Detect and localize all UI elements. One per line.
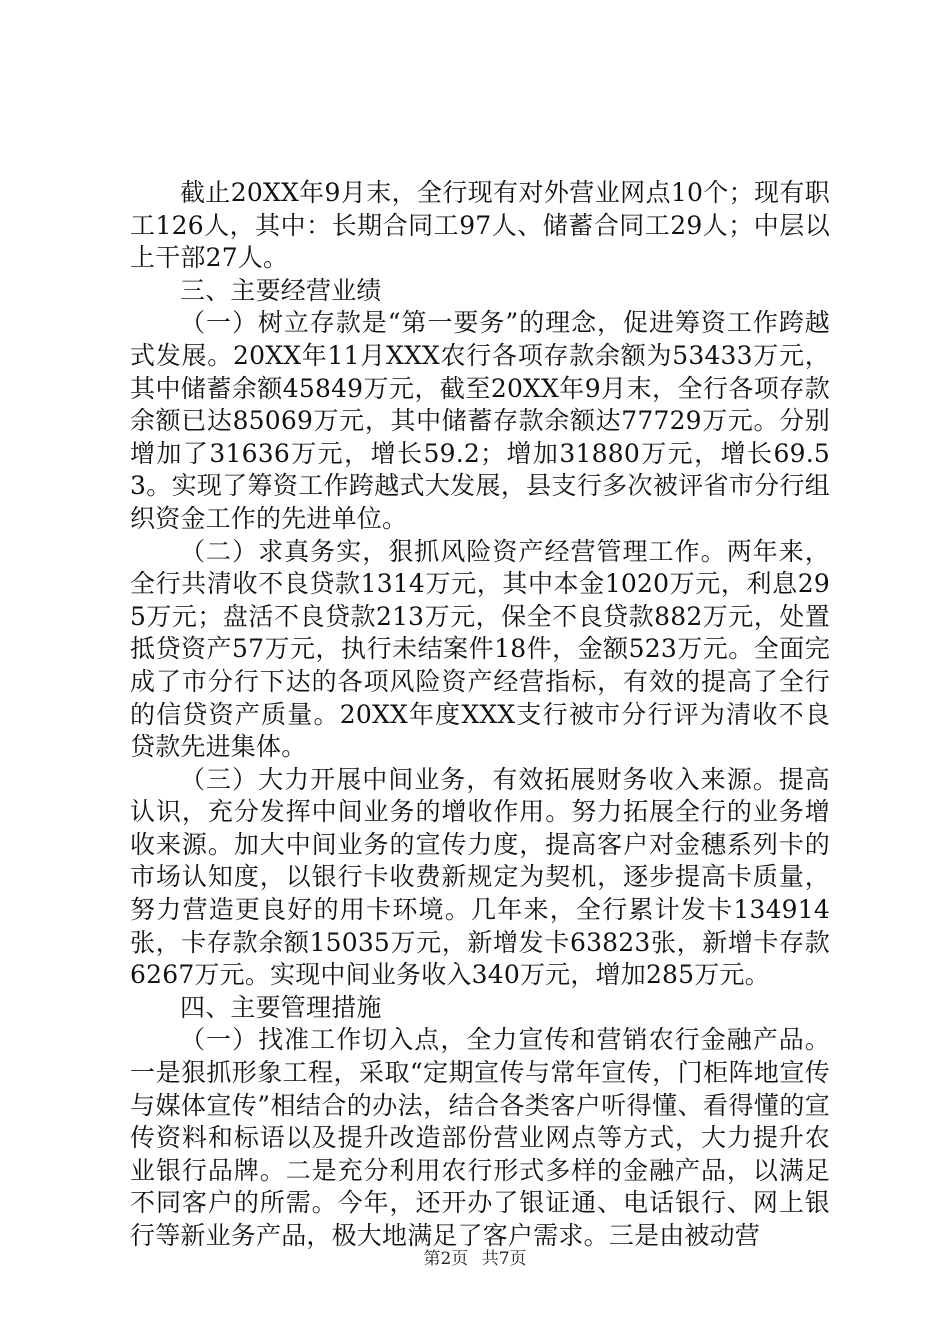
page-footer [0,1244,950,1269]
page-total: 共7页 [481,1249,527,1269]
heading-business-performance: 三、主要经营业绩 [180,275,382,305]
document-body [130,177,830,1253]
paragraph-staff-summary: 截止20XX年9月末，全行现有对外营业网点10个；现有职工126人，其中：长期合同工97人、储蓄合同工29人；中层以上干部27人。 [130,178,830,273]
paragraph-deposits: （一）树立存款是“第一要务”的理念，促进筹资工作跨越式发展。20XX年11月XXX农行各项存款余额为53433万元，其中储蓄余额45849万元，截至20XX年9月末，全行各项存款余额已达85069万元，其中储蓄存款余额达77729万元。分别增加了31636万元，增长59.2；增加31880万元，增长69.53。实现了筹资工作跨越式大发展，县支行多次被评省市分行组织资金工作的先进单位。 [130,308,830,533]
page-number: 第2页 [423,1249,469,1269]
paragraph-marketing: （一）找准工作切入点，全力宣传和营销农行金融产品。一是狠抓形象工程，采取“定期宣传与常年宣传，门柜阵地宣传与媒体宣传”相结合的办法，结合各类客户听得懂、看得懂的宣传资料和标语以及提升改造部份营业网点等方式，大力提升农业银行品牌。二是充分利用农行形式多样的金融产品，以满足不同客户的所需。今年，还开办了银证通、电话银行、网上银行等新业务产品，极大地满足了客户需求。三是由被动营 [130,1025,830,1250]
paragraph-intermediate-business: （三）大力开展中间业务，有效拓展财务收入来源。提高认识，充分发挥中间业务的增收作用。努力拓展全行的业务增收来源。加大中间业务的宣传力度，提高客户对金穗系列卡的市场认知度，以银行卡收费新规定为契机，逐步提高卡质量，努力营造更良好的用卡环境。几年来，全行累计发卡134914张，卡存款余额15035万元，新增发卡63823张，新增卡存款6267万元。实现中间业务收入340万元，增加285万元。 [130,764,830,990]
paragraph-risk-assets: （二）求真务实，狠抓风险资产经营管理工作。两年来，全行共清收不良贷款1314万元，其中本金1020万元，利息295万元；盘活不良贷款213万元，保全不良贷款882万元，处置抵贷资产57万元，执行未结案件18件，金额523万元。全面完成了市分行下达的各项风险资产经营指标，有效的提高了全行的信贷资产质量。20XX年度XXX支行被市分行评为清收不良贷款先进集体。 [130,536,830,762]
heading-management-measures: 四、主要管理措施 [180,992,382,1022]
